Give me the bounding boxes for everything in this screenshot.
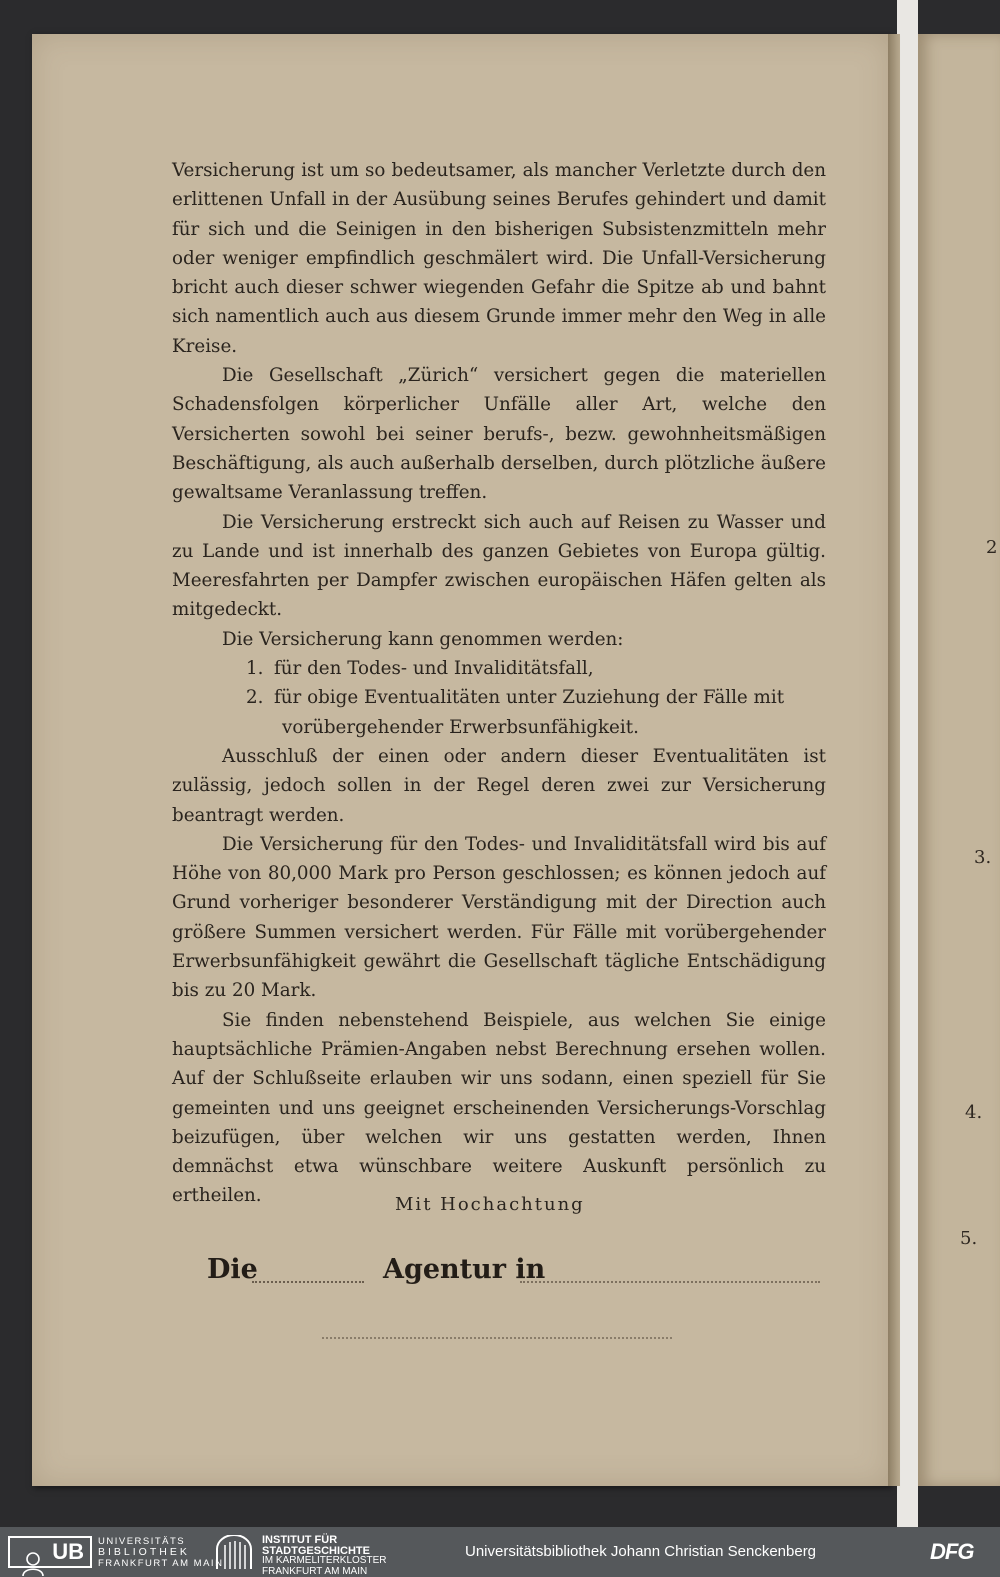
paragraph: Die Versicherung für den Todes- und Invaliditätsfall wird bis auf Höhe von 80,000 Mark pro Person geschlossen; es können jedoch auf Grund vorheriger besonderer Verständigung mit der Direction auch größere Summen versichert werden. Für Fälle mit vorübergehender Erwerbsunfähigkeit gewährt die Gesellschaft tägliche Entschädigung bis zu 20 Mark. xyxy=(172,833,826,1002)
paragraph: Ausschluß der einen oder andern dieser Eventualitäten ist zulässig, jedoch sollen in der Regel deren zwei zur Versicherung beantragt werden. xyxy=(172,745,826,826)
paragraph: Die Versicherung erstreckt sich auch auf Reisen zu Wasser und zu Lande und ist innerhalb des ganzen Gebietes von Europa gültig. Meeresfahrten per Dampfer zwischen europäischen Häfen gelten als mitgedeckt. xyxy=(172,511,826,621)
body-text xyxy=(172,156,826,1211)
adjacent-page-number-3: 3. xyxy=(974,847,992,868)
isg-name xyxy=(262,1535,386,1577)
adjacent-page-number-2: 2 xyxy=(986,537,998,558)
list-item xyxy=(246,683,826,712)
isg-line: FRANKFURT AM MAIN xyxy=(262,1565,368,1577)
ub-logo[interactable] xyxy=(8,1536,92,1568)
signature-dotted-line xyxy=(322,1337,672,1339)
signature-agentur: Agentur in xyxy=(383,1254,546,1285)
list-number: 1. xyxy=(246,658,264,680)
list-text: für den Todes- und Invaliditätsfall, xyxy=(274,658,594,680)
isg-arch-icon[interactable] xyxy=(215,1535,253,1569)
isg-line: INSTITUT FÜR xyxy=(262,1534,338,1546)
ub-line: BIBLIOTHEK xyxy=(98,1546,190,1558)
list-item xyxy=(246,654,826,683)
signature-dotted-line xyxy=(520,1281,820,1283)
ub-abbr: UB xyxy=(52,1539,84,1564)
paragraph: Die Versicherung kann genommen werden: xyxy=(222,628,624,650)
footer-bar xyxy=(0,1527,1000,1577)
paragraph: Versicherung ist um so bedeutsamer, als mancher Verletzte durch den erlittenen Unfall in der Ausübung seines Berufes gehindert und damit für sich und die Seinigen in den bisherigen Subsistenzmitteln mehr oder weniger empfindlich geschmälert wird. Die Unfall-Versicherung bricht auch dieser schwer wiegenden Gefahr die Spitze ab und bahnt sich namentlich auch aus diesem Grunde immer mehr den Weg in alle Kreise. xyxy=(172,160,826,357)
closing-salutation: Mit Hochachtung xyxy=(395,1194,585,1215)
isg-line: IM KARMELITERKLOSTER xyxy=(262,1555,387,1566)
footer-title[interactable]: Universitätsbibliothek Johann Christian Senckenberg xyxy=(465,1543,817,1560)
list-number: 2. xyxy=(246,687,264,709)
signature-dotted-line xyxy=(252,1281,364,1283)
portrait-icon xyxy=(20,1550,46,1576)
isg-line: STADTGESCHICHTE xyxy=(262,1544,370,1557)
scanner-white-strip xyxy=(897,0,918,1527)
adjacent-page-number-5: 5. xyxy=(960,1228,978,1249)
page-gutter xyxy=(888,34,900,1486)
list-text: für obige Eventualitäten unter Zuziehung der Fälle mit xyxy=(274,687,785,709)
paragraph: Sie finden nebenstehend Beispiele, aus welchen Sie einige hauptsächliche Prämien-Angaben nebst Berechnung ersehen wollen. Auf der Schlußseite erlauben wir uns sodann, einen speziell für Sie gemeinten und uns geeignet erscheinenden Versicherungs-Vorschlag beizufügen, über welchen wir uns gestatten werden, Ihnen demnächst etwa wünschbare weitere Auskunft persönlich zu ertheilen. xyxy=(172,1009,826,1207)
ub-line: FRANKFURT AM MAIN xyxy=(98,1558,224,1569)
paragraph: Die Gesellschaft „Zürich“ versichert gegen die materiellen Schadensfolgen körperlicher Unfälle aller Art, welche den Versicherten sowohl bei seiner berufs-, bezw. gewohnheitsmäßigen Beschäftigung, als auch außerhalb derselben, durch plötzliche äußere gewaltsame Veranlassung treffen. xyxy=(172,365,826,504)
adjacent-page-number-4: 4. xyxy=(965,1102,983,1123)
ub-name xyxy=(98,1536,223,1569)
adjacent-page xyxy=(918,34,1000,1486)
ub-line: UNIVERSITÄTS xyxy=(98,1536,186,1547)
list-item-continuation: vorübergehender Erwerbsunfähigkeit. xyxy=(282,716,639,738)
signature-die: Die xyxy=(207,1254,258,1285)
dfg-logo[interactable]: DFG xyxy=(930,1539,974,1564)
